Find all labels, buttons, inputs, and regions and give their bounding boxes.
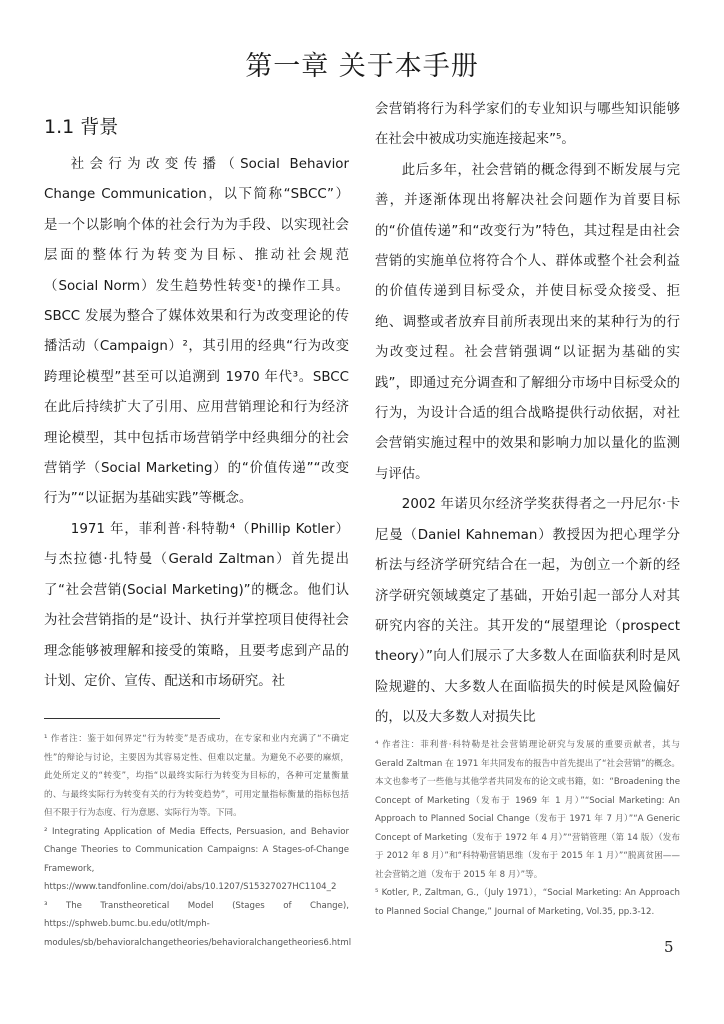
left-column [44, 150, 349, 697]
footnotes-left [44, 730, 352, 952]
footnotes-right [375, 736, 680, 921]
footnote: ⁴ 作者注：菲利普·科特勒是社会营销理论研究与发展的重要贡献者，其与 Gerald Zaltman 在 1971 年共同发布的报告中首先提出了“社会营销”的概念。本文也参考了一些他与其他学者共同发布的论文或书籍，如：“Broadening the Concept of Marketing（发布于 1969 年 1 月）”“Social Marketing: An Approach to Planned Social Change（发布于 1971 年 7 月）”“A Generic Concept of Marketing（发布于 1972 年 4 月）”“营销管理（第 14 版）（发布于 2012 年 8 月）”和“科特勒营销思维（发布于 2015 年 1 月）”“脱离贫困——社会营销之道（发布于 2015 年 8 月）”等。 [375, 740, 680, 880]
footnote: ² Integrating Application of Media Effects, Persuasion, and Behavior Change Theories to Communication Campaigns: A Stages-of-Change Framework, https://www.tandfonline.com/doi/abs/10.1207/S15327027HC1104_2 [44, 826, 349, 892]
right-column [375, 95, 680, 734]
footnote: ³ The Transtheoretical Model (Stages of Change), https://sphweb.bumc.bu.edu/otlt/mph-modules/sb/behavioralchangetheories/behavioralchangetheories6.html [44, 900, 352, 948]
section-title: 1.1 背景 [44, 116, 119, 138]
body-paragraph: 会营销将行为科学家们的专业知识与哪些知识能够在社会中被成功实施连接起来”⁵。 [375, 102, 680, 148]
page-number: 5 [664, 938, 674, 956]
body-paragraph: 此后多年，社会营销的概念得到不断发展与完善，并逐渐体现出将解决社会问题作为首要目标的“价值传递”和“改变行为”特色，其过程是由社会营销的实施单位将符合个人、群体或整个社会利益的价值传递到目标受众，并使目标受众接受、拒绝、调整或者放弃目前所表现出来的某种行为的行为改变过程。社会营销强调“以证据为基础的实践”，即通过充分调查和了解细分市场中目标受众的行为，为设计合适的组合战略提供行动依据，对社会营销实施过程中的效果和影响力加以量化的监测与评估。 [375, 162, 680, 482]
body-paragraph: 2002 年诺贝尔经济学奖获得者之一丹尼尔·卡尼曼（Daniel Kahneman）教授因为把心理学分析法与经济学研究结合在一起，为创立一个新的经济学研究领域奠定了基础，开始引起一部分人对其研究内容的关注。其开发的“展望理论（prospect theory）”向人们展示了大多数人在面临获利时是风险规避的、大多数人在面临损失的时候是风险偏好的，以及大多数人对损失比 [375, 497, 680, 726]
chapter-title: 第一章 关于本手册 [245, 51, 479, 82]
footnote-divider [44, 718, 220, 719]
body-paragraph: 社会行为改变传播（Social Behavior Change Communication，以下简称“SBCC”）是一个以影响个体的社会行为为手段、以实现社会层面的整体行为转变为目标、推动社会规范（Social Norm）发生趋势性转变¹的操作工具。SBCC 发展为整合了媒体效果和行为改变理论的传播活动（Campaign）²，其引用的经典“行为改变跨理论模型”甚至可以追溯到 1970 年代³。SBCC 在此后持续扩大了引用、应用营销理论和行为经济理论模型，其中包括市场营销学中经典细分的社会营销学（Social Marketing）的“价值传递”“改变行为”“以证据为基础实践”等概念。 [44, 157, 349, 507]
footnote: ¹ 作者注：鉴于如何界定“行为转变”是否成功，在专家和业内充满了“不确定性”的辩论与讨论，主要因为其容易定性、但难以定量。为避免不必要的麻烦，此处所定义的“转变”，均指“以最终实际行为转变为目标的，各种可定量衡量的、与最终实际行为转变有关的行为转变趋势”，可用定量指标衡量的指标包括但不限于行为态度、行为意愿、实际行为等。下同。 [44, 734, 349, 818]
body-paragraph: 1971 年，菲利普·科特勒⁴（Phillip Kotler）与杰拉德·扎特曼（Gerald Zaltman）首先提出了“社会营销(Social Marketing)”的概念。他们认为社会营销指的是“设计、执行并掌控项目使得社会理念能够被理解和接受的策略，且要考虑到产品的计划、定价、宣传、配送和市场研究。社 [44, 521, 349, 689]
footnote: ⁵ Kotler, P., Zaltman, G.,（July 1971），“Social Marketing: An Approach to Planned Social Change,” Journal of Marketing, Vol.35, pp.3-12. [375, 888, 680, 917]
